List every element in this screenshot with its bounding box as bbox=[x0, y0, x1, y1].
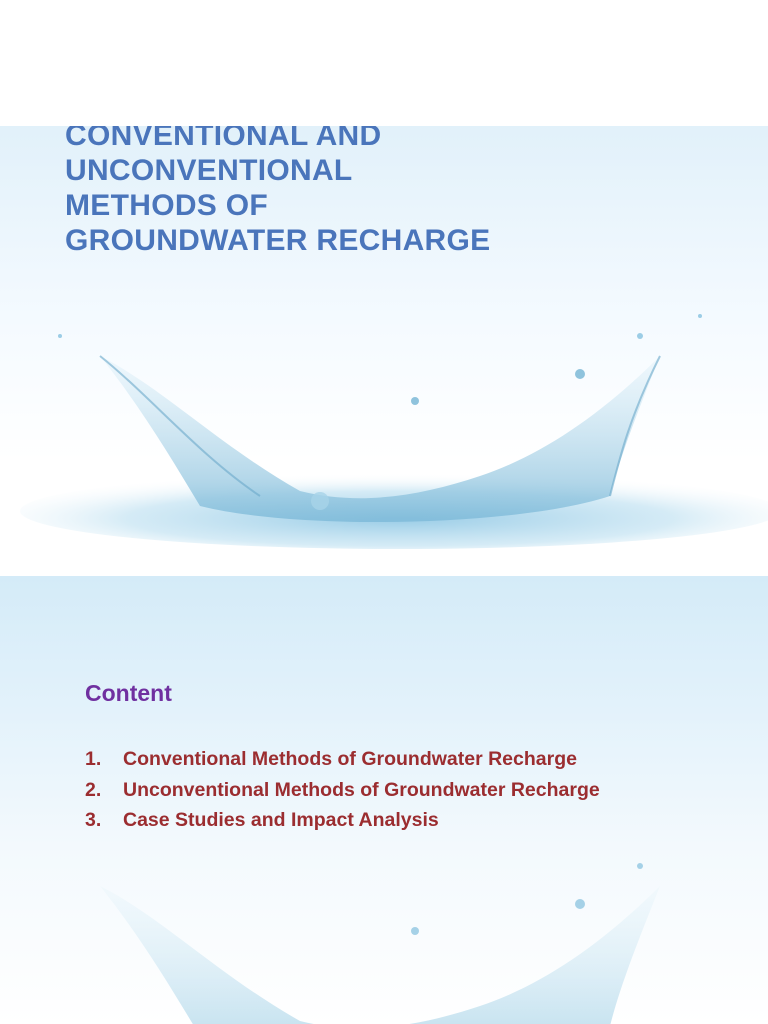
list-item-text: Case Studies and Impact Analysis bbox=[123, 809, 439, 831]
list-item bbox=[85, 805, 605, 836]
list-item-number: 2. bbox=[85, 778, 102, 801]
title-line: METHODS OF bbox=[65, 189, 268, 222]
content-list bbox=[85, 744, 605, 836]
title-line: GROUNDWATER RECHARGE bbox=[65, 224, 491, 257]
slide-title bbox=[65, 126, 625, 258]
list-item bbox=[85, 744, 605, 775]
list-item-text: Unconventional Methods of Groundwater Recharge bbox=[123, 778, 600, 801]
list-item bbox=[85, 775, 605, 806]
list-item-text: Conventional Methods of Groundwater Recharge bbox=[123, 748, 577, 770]
water-splash-image bbox=[0, 296, 768, 556]
title-slide bbox=[0, 126, 768, 576]
list-item-number: 3. bbox=[85, 809, 102, 831]
list-item-number: 1. bbox=[85, 748, 102, 770]
content-heading: Content bbox=[85, 680, 172, 706]
title-line: CONVENTIONAL AND bbox=[65, 126, 382, 152]
title-line: UNCONVENTIONAL bbox=[65, 154, 353, 187]
content-slide bbox=[0, 576, 768, 1024]
water-splash-image bbox=[0, 826, 768, 1024]
